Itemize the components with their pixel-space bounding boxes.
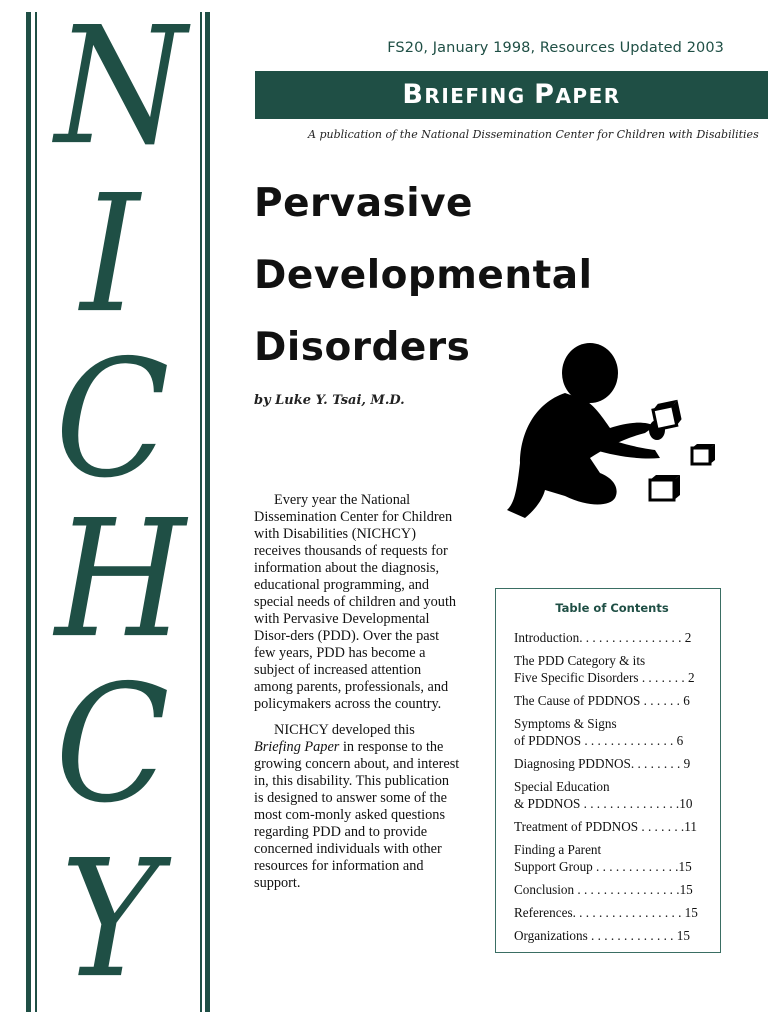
nichcy-letter-c: C xyxy=(55,326,170,514)
toc-list xyxy=(514,629,710,944)
toc-item-line-1: Organizations . . . . . . . . . . . . . 15 xyxy=(514,928,690,943)
toc-item-line-2: of PDDNOS . . . . . . . . . . . . . . 6 xyxy=(514,733,684,748)
title-line-2: Developmental xyxy=(254,253,593,298)
block-held xyxy=(652,400,683,430)
toc-item[interactable] xyxy=(514,755,710,772)
briefing-paper-banner xyxy=(255,71,768,119)
toc-item[interactable] xyxy=(514,692,710,709)
author-byline: by Luke Y. Tsai, M.D. xyxy=(254,393,405,408)
toc-item[interactable] xyxy=(514,715,710,749)
toc-item-line-1: The PDD Category & its xyxy=(514,653,646,668)
toc-item[interactable] xyxy=(514,629,710,646)
toc-item-line-1: The Cause of PDDNOS . . . . . . 6 xyxy=(514,693,690,708)
banner-aper: APER xyxy=(555,84,621,108)
publication-subtitle: A publication of the National Dissemination Center for Children with Disabilities xyxy=(308,128,759,141)
toc-item-line-2: & PDDNOS . . . . . . . . . . . . . . .10 xyxy=(514,796,693,811)
toc-item-line-1: Conclusion . . . . . . . . . . . . . . . .15 xyxy=(514,882,693,897)
briefing-paper-italic: Briefing Paper xyxy=(254,739,340,755)
fact-sheet-date: FS20, January 1998, Resources Updated 2003 xyxy=(387,40,724,56)
child-blocks-silhouette-icon xyxy=(495,338,725,528)
intro-paragraph-2 xyxy=(254,722,460,892)
nichcy-letter-n: N xyxy=(55,0,187,181)
p2-start: NICHCY developed this xyxy=(274,722,415,738)
toc-item-line-2: Support Group . . . . . . . . . . . . .15 xyxy=(514,859,692,874)
banner-riefing: RIEFING xyxy=(424,84,526,108)
intro-text xyxy=(254,492,460,901)
title-line-3: Disorders xyxy=(254,325,471,370)
nichcy-letter-h: H xyxy=(55,486,186,674)
band-line-inner-left xyxy=(35,12,37,1012)
table-of-contents xyxy=(495,588,721,953)
title-line-1: Pervasive xyxy=(254,181,473,226)
nichcy-letter-c2: C xyxy=(55,651,170,839)
toc-item-line-1: Introduction. . . . . . . . . . . . . . . . 2 xyxy=(514,630,692,645)
toc-item-line-1: Finding a Parent xyxy=(514,842,602,857)
nichcy-letter-y: Y xyxy=(60,826,160,1014)
toc-item[interactable] xyxy=(514,904,710,921)
intro-paragraph-1: Every year the National Dissemination Center for Children with Disabilities (NICHCY) receives thousands of requests for information about the diagnosis, educational programming, and special needs of children and youth with Pervasive Developmental Disor-ders (PDD). Over the past few years, PDD has become a subject of increased attention among parents, professionals, and policymakers across the country. xyxy=(254,492,457,712)
toc-item[interactable] xyxy=(514,818,710,835)
toc-item[interactable] xyxy=(514,927,710,944)
toc-item-line-1: References. . . . . . . . . . . . . . . . . 15 xyxy=(514,905,698,920)
band-line-outer-right xyxy=(205,12,210,1012)
toc-item-line-1: Special Education xyxy=(514,779,610,794)
toc-item-line-1: Treatment of PDDNOS . . . . . . .11 xyxy=(514,819,697,834)
toc-item-line-1: Diagnosing PDDNOS. . . . . . . . 9 xyxy=(514,756,691,771)
banner-letter-p: P xyxy=(534,79,556,110)
toc-item[interactable] xyxy=(514,778,710,812)
toc-title: Table of Contents xyxy=(555,601,669,615)
banner-letter-b: B xyxy=(402,79,425,110)
toc-item-line-2: Five Specific Disorders . . . . . . . 2 xyxy=(514,670,695,685)
toc-item[interactable] xyxy=(514,881,710,898)
p2-end: in response to the growing concern about, and interest in, this disability. This publication is designed to answer some of the most com-monly asked questions regarding PDD and to provide concerned individuals with other resources for information and support. xyxy=(254,739,460,891)
toc-item[interactable] xyxy=(514,841,710,875)
toc-item[interactable] xyxy=(514,652,710,686)
toc-item-line-1: Symptoms & Signs xyxy=(514,716,617,731)
band-line-outer-left xyxy=(26,12,31,1012)
nichcy-letter-i: I xyxy=(80,161,140,349)
band-line-inner-right xyxy=(200,12,202,1012)
